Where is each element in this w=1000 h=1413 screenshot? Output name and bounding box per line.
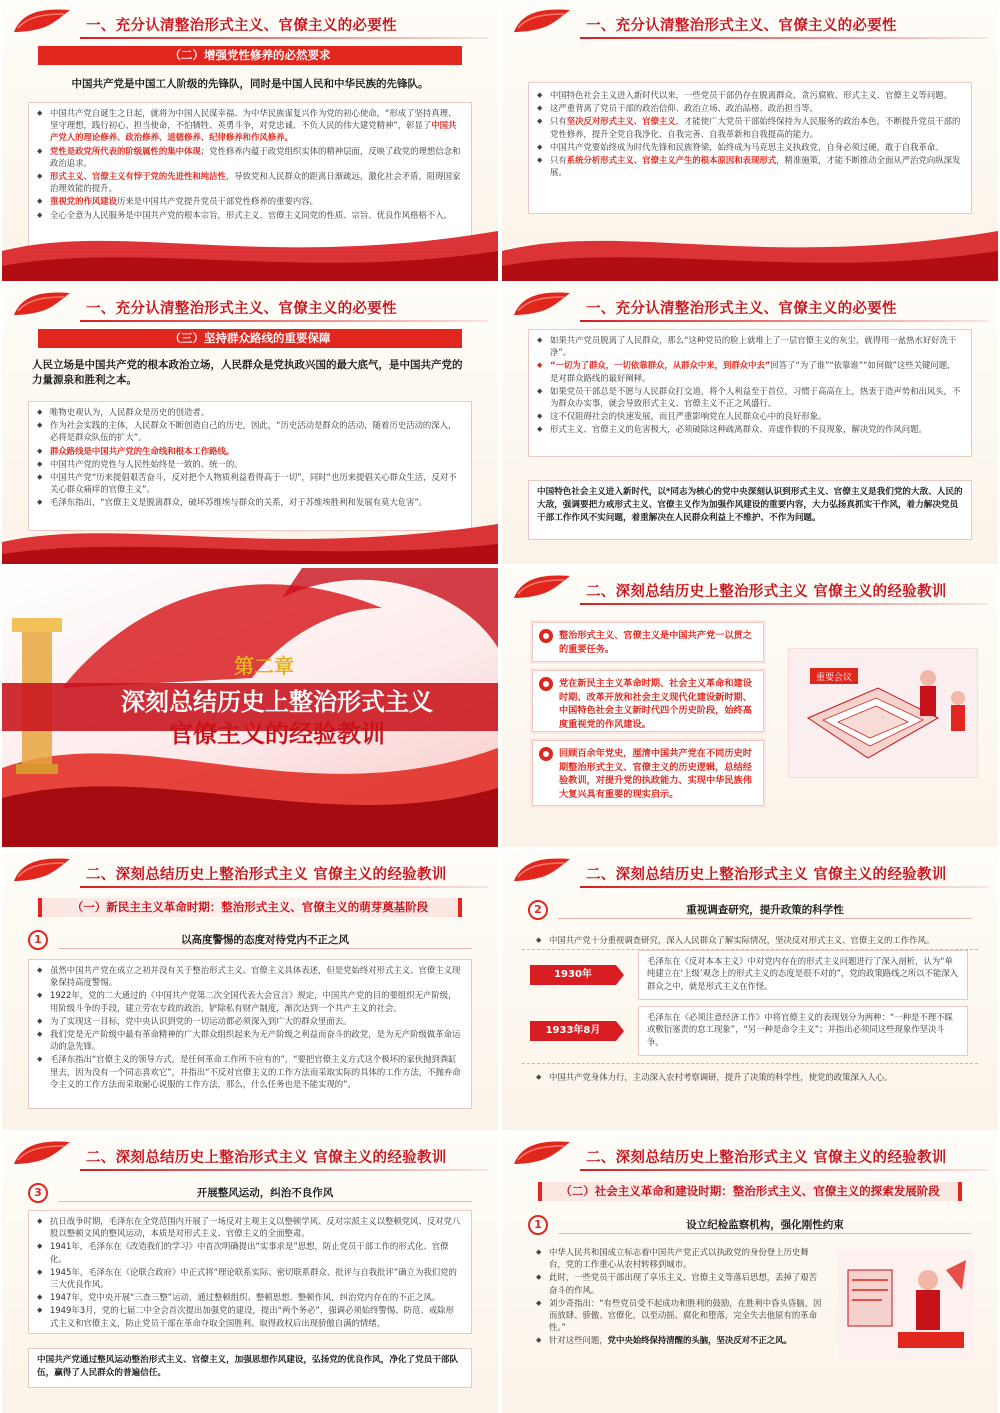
number-badge: 1 [528,1215,548,1235]
body-text: 历来是中国共产党提升党员干部党性修养的重要内容。 [117,196,318,207]
content-box [528,1242,834,1372]
bullet-list [537,334,961,436]
timeline-text: 毛泽东在《必须注意经济工作》中将官僚主义的表现划分为两种：“一种是不理不睬或敷衍塞责的怠工现象”，“另一种是命令主义”；并指出必须同这些现象作坚决斗争。 [638,1006,968,1056]
point-card [532,670,764,732]
list-item: ◆ 1945年，毛泽东在《论联合政府》中正式将“理论联系实际、密切联系群众、批评与自我批评”确立为我们党的三大优良作风。 [37,1266,461,1290]
highlight-text: 群众路线是中国共产党的生命线和根本工作路线。 [50,445,235,456]
body-text: ，精准施策，才能不断推动全面从严治党向纵深发展。 [550,155,961,178]
body-text: 中国特色社会主义进入新时代以来，一些党员干部仍存在脱离群众、贪污腐败、形式主义、官僚主义等问题。 [550,90,952,100]
party-flag-icon [512,572,574,602]
body-text: 回答了“为了谁”“依靠谁”“如何做”这些关键问题，是对群众路线的最好阐释。 [550,360,956,383]
slide-7 [2,851,498,1130]
body-text: ，才能使广大党员干部始终保持为人民服务的政治本色，不断提升党员干部的党性修养，提升全党自我净化、自我完善、自我革新和自我提高的能力。 [550,116,961,139]
header-underline [580,320,988,322]
bullet-list [37,964,461,1090]
body-text: 中华人民共和国成立标志着中国共产党正式以执政党的身份登上历史舞台，党的工作重心从农村转移到城市。 [549,1247,809,1270]
highlight-text: 形式主义、官僚主义有悖于党的先进性和纯洁性 [50,171,226,182]
slide-2 [502,2,998,281]
slide-title: 二、深刻总结历史上整治形式主义 官僚主义的经验教训 [86,867,447,883]
slide-4 [502,285,998,564]
slide-title: 一、充分认清整治形式主义、官僚主义的必要性 [86,18,397,34]
intro-row [528,930,972,950]
list-item: ◆ 虽然中国共产党在成立之初并没有关于整治形式主义、官僚主义具体表述，但是党始终对形式主义、官僚主义现象保持高度警惕。 [37,964,461,988]
highlight-text: 党性是政党所代表的阶级属性的集中体现 [50,145,201,156]
party-flag-icon [12,289,74,319]
body-text: 这严重背离了党员干部的政治信仰、政治立场、政治品格、政治担当等。 [550,103,818,114]
chapter-title-line-1: 深刻总结历史上整治形式主义 [121,688,433,716]
body-text: ，导致党和人民群众的距离日渐疏远，激化社会矛盾，阻碍国家治理效能的提升。 [50,171,461,194]
party-flag-icon [512,1138,574,1168]
body-text: 这不仅阻碍社会的快速发展，而且严重影响党在人民群众心中的良好形象。 [550,411,827,422]
header-underline [580,1169,988,1171]
subsection-heading [28,929,472,951]
party-flag-icon [12,6,74,36]
sign-text: 重要会议 [815,673,853,683]
number-badge: 2 [528,900,548,920]
slide-title: 二、深刻总结历史上整治形式主义 官僚主义的经验教训 [86,1150,447,1166]
slide-header [2,1134,498,1172]
number-badge: 3 [28,1183,48,1203]
slide-title: 二、深刻总结历史上整治形式主义 官僚主义的经验教训 [586,584,947,600]
slide-title: 一、充分认清整治形式主义、官僚主义的必要性 [586,301,897,317]
header-underline [80,1169,488,1171]
highlight-text: 坚决反对形式主义、官僚主义 [566,116,676,127]
body-text: 如果党员干部总是不愿与人民群众打交道，将个人利益至于首位，习惯于高高在上，热衷于造声势和出风头，不为群众办实事，就会导致形式主义、官僚主义不正之风盛行。 [550,385,961,409]
body-text: 唯物史观认为，人民群众是历史的创造者。 [50,407,210,417]
slide-header [2,285,498,323]
section-banner: （三）坚持群众路线的重要保障 [38,329,462,348]
red-wave-decoration [2,494,498,564]
slide-title: 二、深刻总结历史上整治形式主义 官僚主义的经验教训 [586,867,947,883]
list-item [537,359,961,383]
subsection-title: 设立纪检监察机构，强化刚性约束 [558,1216,972,1234]
list-item [537,334,961,358]
list-item [537,89,961,101]
list-item [37,406,461,418]
list-item: ◆ 抗日战争时期，毛泽东在全党范围内开展了一场反对主观主义以整顿学风、反对宗派主义以整顿党风、反对党八股以整顿文风的整风运动，本质是对形式主义、官僚主义的全面整肃。 [37,1215,461,1239]
timeline-year: 1930年 [530,965,616,985]
intro-text: ◆ 中国共产党十分重视调查研究，深入人民群众了解实际情况，坚决反对形式主义、官僚主义的工作作风。 [536,934,962,946]
bullet-list [537,89,961,178]
list-item [536,1246,824,1270]
body-text: 全心全意为人民服务是中国共产党的根本宗旨，形式主义、官僚主义同党的性质、宗旨、优良作风格格不入。 [50,209,452,220]
header-underline [580,37,988,39]
emphasis-text: 党中央始终保持清醒的头脑，坚决反对不正之风。 [607,1335,792,1346]
highlight-text: 系统分析形式主义、官僚主义产生的根本原因和表现形式 [566,155,777,166]
summary-note: 中国共产党通过整风运动整治形式主义、官僚主义，加强思想作风建设，弘扬党的优良作风，净化了党员干部队伍，赢得了人民群众的普遍信任。 [28,1348,472,1388]
slide-title: 二、深刻总结历史上整治形式主义 官僚主义的经验教训 [586,1150,947,1166]
content-box [528,82,972,214]
list-item [37,107,461,144]
list-item [537,385,961,409]
highlight-text: 中国共产党人的理论修养、政治修养、道德修养、纪律修养和作风修养。 [50,120,457,143]
chapter-title-line-2: 官僚主义的经验教训 [169,720,385,748]
slide-9 [2,1134,498,1413]
list-item [537,423,961,435]
header-underline [80,320,488,322]
body-text: 此时，一些党员干部出现了享乐主义、官僚主义等落后思想，丢掉了艰苦奋斗的作风。 [549,1272,817,1295]
slide-title: 一、充分认清整治形式主义、官僚主义的必要性 [86,301,397,317]
slide-header [502,1134,998,1172]
subsection-heading [528,1214,972,1236]
subsection-title: 开展整风运动，纠治不良作风 [58,1184,472,1202]
list-item [37,471,461,495]
location-pin-icon [539,677,553,691]
card-text: 整治形式主义、官僚主义是中国共产党一以贯之的重要任务。 [559,630,752,655]
body-text: 针对这些问题， [549,1335,608,1346]
highlight-text: 重视党的作风建设 [50,196,117,207]
list-item [37,195,461,207]
slide-header [502,568,998,606]
bullet-list [536,1246,824,1347]
location-pin-icon [539,747,553,761]
slide-header [502,285,998,323]
body-text: 如果共产党员脱离了人民群众，那么“这种党员的脸上就堆上了一层官僚主义的灰尘，就得用一盆热水好好洗干净”。 [550,335,957,358]
list-item: ◆ 我们党是无产阶级中最有革命精神的广大群众组织起来为无产阶级之利益而奋斗的政党，是为无产阶级做革命运动的急先锋。 [37,1028,461,1052]
list-item [37,445,461,457]
subsection-title: 以高度警惕的态度对待党内不正之风 [58,931,472,949]
list-item [537,410,961,422]
lead-text: 人民立场是中国共产党的根本政治立场，人民群众是党执政兴国的最大底气，是中国共产党的力量源泉和胜利之本。 [32,359,463,386]
card-text: 回顾百余年党史，厘清中国共产党在不同历史时期整治形式主义、官僚主义的历史逻辑，总结经验教训，对提升党的执政能力、实现中华民族伟大复兴具有重要的现实启示。 [559,748,752,800]
slide-title: 一、充分认清整治形式主义、官僚主义的必要性 [586,18,897,34]
chapter-number: 第二章 [234,654,294,678]
list-item [537,115,961,139]
party-flag-icon [12,1138,74,1168]
body-text: 只有 [550,155,567,166]
slide-header [502,2,998,40]
body-text: 只有 [550,116,567,127]
red-wave-decoration [502,211,998,281]
number-badge: 1 [28,930,48,950]
list-item [536,1271,824,1295]
body-text: ；党性修养内蕴于政党组织实体的精神层面，反映了政党的理想信念和政治追求。 [50,145,461,168]
list-item: ◆ 为了实现这一目标，党中央认识到党的一切运动都必须深入到广大的群众里面去。 [37,1015,461,1027]
slide-header [502,851,998,889]
body-text: 中国共产党要始终成为时代先锋和民族脊梁，始终成为马克思主义执政党，自身必须过硬，敢于自我革命。 [550,141,944,152]
list-item [537,102,961,114]
subsection-heading [528,899,972,921]
content-box [528,329,972,457]
slide-3 [2,285,498,564]
body-text: 中国共产党的党性与人民性始终是一致的、统一的。 [50,458,243,469]
lead-text: 中国共产党是中国工人阶级的先锋队，同时是中国人民和中华民族的先锋队。 [71,78,429,90]
list-item [37,145,461,169]
party-flag-icon [512,6,574,36]
list-item: ◆ 1922年，党的二大通过的《中国共产党第二次全国代表大会宣言》规定，中国共产党的目的要组织无产阶级，用阶级斗争的手段，建立劳农专政的政治，铲除私有财产制度，渐次达到一个共产主义的社会。 [37,989,461,1013]
content-box [28,1210,472,1334]
summary-note: 中国特色社会主义进入新时代，以*同志为核心的党中央深刻认识到形式主义、官僚主义是我们党的大敌、人民的大敌，强调要把力戒形式主义、官僚主义作为加强作风建设的重要内容，大力弘扬真抓实干作风，着力解决党员干部工作作风不实问题，着重解决在人民群众利益上不维护、不作为问题。 [528,480,972,540]
body-text: 中国共产党“历来提倡艰苦奋斗，反对把个人物质利益看得高于一切”，同时“也历来提倡关心群众生活，反对不关心群众痛痒的官僚主义”。 [50,472,457,495]
section-banner: （二）社会主义革命和建设时期：整治形式主义、官僚主义的探索发展阶段 [538,1182,962,1201]
party-flag-icon [512,855,574,885]
header-underline [580,886,988,888]
list-item [536,1297,824,1334]
timeline-year: 1933年8月 [530,1021,616,1041]
subsection-title: 重视调查研究，提升政策的科学性 [558,901,972,919]
content-box [28,959,472,1109]
slide-1 [2,2,498,281]
list-item [37,458,461,470]
bullet-list [37,1215,461,1329]
body-text: 形式主义、官僚主义的危害极大，必须破除这种疏离群众、弄虚作假的不良现象，解决党的作风问题。 [550,424,927,435]
section-banner: （二）增强党性修养的必然要求 [38,46,462,65]
timeline-text: 毛泽东在《反对本本主义》中对党内存在的形式主义问题进行了深入剖析，认为“单纯建立在‘上级’观念上的形式主义的态度是很不对的”，党的政策路线之所以不能深入群众之中，就是形式主义在作怪。 [638,950,968,1000]
list-item: ◆ 1949年3月，党的七届二中全会首次提出加强党的建设，提出“两个务必”，强调必须始终警惕、防范、戒除形式主义和官僚主义，防止党员干部在革命夺取全国胜利、取得政权后出现骄傲自满的情绪。 [37,1304,461,1328]
point-card [532,622,764,662]
header-underline [80,37,488,39]
anti-corruption-illustration [838,1250,974,1360]
slide-header [2,851,498,889]
list-item: ◆ 1941年，毛泽东在《改造我们的学习》中首次明确提出“实事求是”思想，防止党员干部工作的形式化、官僚化。 [37,1240,461,1264]
list-item: ◆ 1947年，党中央开展“三查三整”运动，通过整顿组织、整顿思想、整顿作风，纠治党内存在的不正之风。 [37,1291,461,1303]
dashed-divider [522,1063,978,1064]
bullet-list [37,107,461,221]
header-underline [580,603,988,605]
body-text: 毛泽东指出，“官僚主义是脱离群众，破坏苏维埃与群众的关系，对于苏维埃胜利和发展有莫大危害”。 [50,497,428,508]
list-item [37,419,461,443]
slide-header [2,2,498,40]
red-wave-decoration [2,211,498,281]
body-text: 作为社会实践的主体，人民群众不断创造自己的历史，因此，“历史活动是群众的活动，随着历史活动的深入，必将是群众队伍的扩大”。 [50,420,457,443]
list-item [37,170,461,194]
body-text: 刘少奇指出：“有些党员受不起成功和胜利的鼓励，在胜利中昏头昏脑，因而放肆、骄傲、官僚化，以至动摇、腐化和堕落，完全失去他原有的革命性。” [549,1297,822,1333]
outro-row [528,1067,972,1087]
slide-10 [502,1134,998,1413]
slide-5-chapter [2,568,498,847]
section-banner: （一）新民主主义革命时期：整治形式主义、官僚主义的萌芽奠基阶段 [38,898,462,917]
meeting-illustration [788,648,978,778]
point-card [532,740,764,806]
list-item [537,154,961,178]
subsection-heading [28,1182,472,1204]
header-underline [80,886,488,888]
party-flag-icon [512,289,574,319]
party-flag-icon [12,855,74,885]
card-text: 党在新民主主义革命时期、社会主义革命和建设时期、改革开放和社会主义现代化建设新时期、中国特色社会主义新时代四个历史阶段，始终高度重视党的作风建设。 [559,678,752,730]
slide-6 [502,568,998,847]
body-text: 中国共产党自诞生之日起，就将为中国人民谋幸福、为中华民族谋复兴作为党的初心使命，“形成了坚持真理、坚守理想，践行初心、担当使命，不怕牺牲、英勇斗争，对党忠诚、不负人民的伟大建党精神”，彰显了 [50,108,457,131]
location-pin-icon [539,629,553,643]
list-item [536,1334,824,1346]
slide-8 [502,851,998,1130]
outro-text: ◆ 中国共产党身体力行，主动深入农村考察调研，提升了决策的科学性，使党的政策深入人心。 [536,1071,962,1083]
highlight-text: “一切为了群众，一切依靠群众，从群众中来，到群众中去” [550,360,771,371]
list-item [537,141,961,153]
list-item: ◆ 毛泽东指出“官僚主义的领导方式，是任何革命工作所不应有的”，“要把官僚主义方式这个极坏的家伙抛到粪缸里去，因为没有一个同志喜欢它”，并指出“不反对官僚主义的工作方法而采取实际的具体的工作方法，不抛弃命令主义的工作方法而采取耐心说服的工作方法，那么，什么任务也是不能实现的”。 [37,1053,461,1090]
